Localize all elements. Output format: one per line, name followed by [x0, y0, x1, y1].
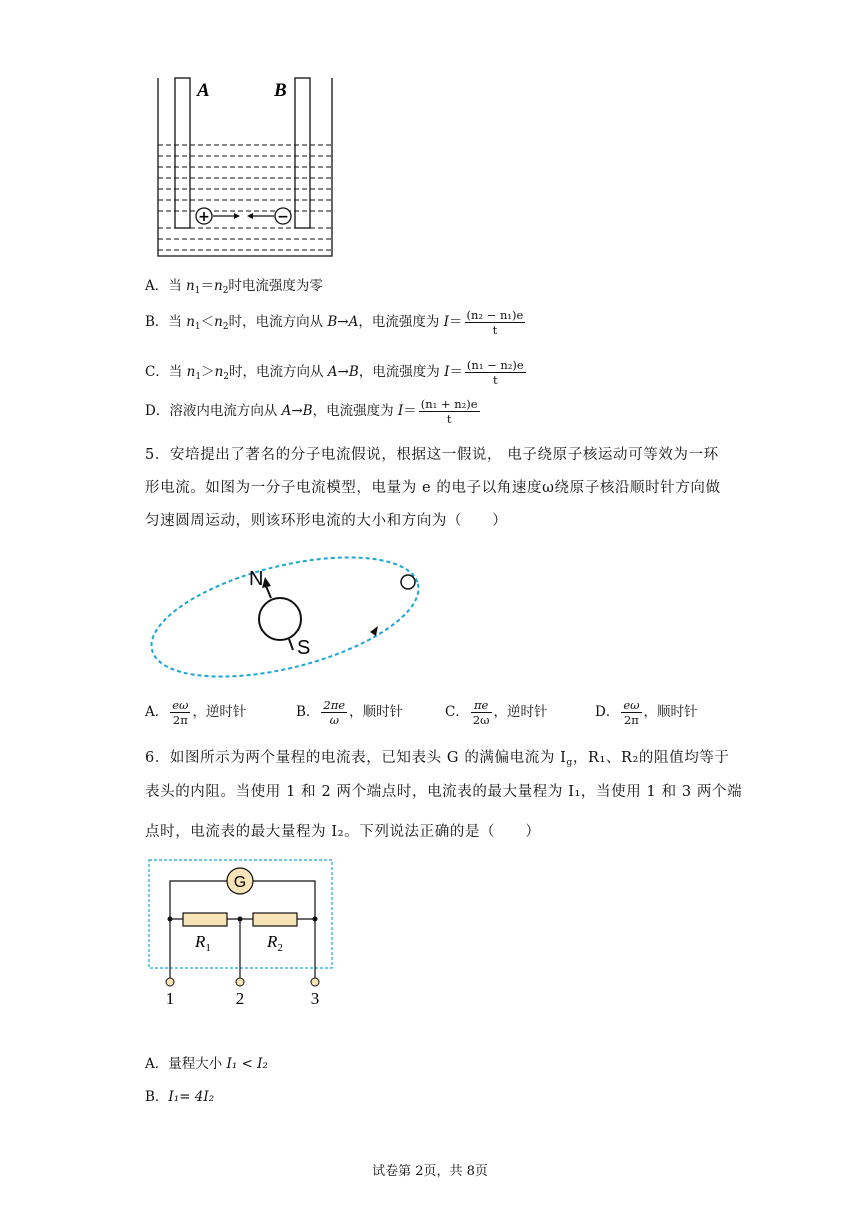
plus-sign: + — [198, 209, 210, 225]
q4-option-b: B．当 $n_1<n_2$时，电流方向从 B→A，电流强度为 I＝ $\frac{\text{(n₂ − n₁)e}}{t}$ — [145, 308, 524, 337]
q5-line-1: 5．安培提出了著名的分子电流假说，根据这一假说， 电子绕原子核运动可等效为一环 — [145, 447, 719, 463]
molecular-current-figure — [145, 550, 435, 690]
q5-option-c: C． $\frac{\pi e}{2\omega}$ ，逆时针 — [445, 698, 548, 727]
q5-option-a: A． $\frac{e\omega}{2\pi}$ ，逆时针 — [145, 698, 247, 727]
q5-option-b: B． $\frac{2\pi e}{\omega}$ ，顺时针 — [296, 698, 404, 727]
page-footer: 试卷第 2页，共 8页 — [372, 1164, 488, 1179]
fraction: $\frac{\text{(n₂ − n₁)e}}{t}$ — [466, 308, 524, 337]
q5-line-3: 匀速圆周运动，则该环形电流的大小和方向为（ ） — [145, 513, 508, 529]
fraction: $\frac{e\omega}{2\pi}$ — [172, 698, 189, 727]
q4-option-c: C．当 $n_1>n_2$时，电流方向从 A→B，电流强度为 I＝ $\frac{\text{(n₁ − n₂)e}}{t}$ — [145, 358, 524, 387]
q6-option-b: B．I₁= 4I₂ — [145, 1089, 215, 1105]
q4-option-d: D．溶液内电流方向从 A→B，电流强度为 I＝ $\frac{\text{(n₁ + n₂)e}}{t}$ — [145, 397, 478, 426]
fraction: $\frac{\pi e}{2\omega}$ — [472, 698, 490, 727]
q6-line-3: 点时，电流表的最大量程为 I₂。下列说法正确的是（ ） — [145, 824, 541, 840]
terminal-1-label: 1 — [165, 989, 175, 1008]
electrolysis-figure — [150, 70, 340, 260]
q5-line-2: 形电流。如图为一分子电流模型，电量为 e 的电子以角速度ω绕原子核沿顺时针方向做 — [145, 480, 721, 496]
q5-option-d: D． $\frac{e\omega}{2\pi}$ ，顺时针 — [595, 698, 698, 727]
fraction: $\frac{\text{(n₁ − n₂)e}}{t}$ — [466, 358, 524, 387]
q6-option-a: A．量程大小 I₁ < I₂ — [145, 1056, 268, 1072]
ammeter-circuit-figure — [145, 855, 340, 1010]
terminal-2-label: 2 — [235, 989, 245, 1008]
q6-line-1: 6．如图所示为两个量程的电流表，已知表头 G 的满偏电流为 $I_g$，R₁、R₂的阻值均等于 — [145, 750, 730, 768]
minus-sign: − — [277, 209, 289, 225]
label-a: A — [197, 80, 210, 101]
r1-label: $R_1$ — [195, 932, 211, 954]
r2-label: $R_2$ — [267, 932, 283, 954]
fraction: $\frac{2\pi e}{\omega}$ — [323, 698, 346, 727]
q6-line-2: 表头的内阻。当使用 1 和 2 两个端点时，电流表的最大量程为 I₁，当使用 1 和 3 两个端 — [145, 784, 743, 800]
north-label: N — [249, 568, 264, 590]
q4-option-a: A．当 $n_1=n_2$时电流强度为零 — [145, 278, 323, 296]
terminal-3-label: 3 — [310, 989, 320, 1008]
fraction: $\frac{\text{(n₁ + n₂)e}}{t}$ — [420, 397, 478, 426]
fraction: $\frac{e\omega}{2\pi}$ — [623, 698, 640, 727]
south-label: S — [297, 637, 311, 659]
label-b: B — [274, 80, 287, 101]
galvanometer-label: G — [233, 874, 247, 891]
